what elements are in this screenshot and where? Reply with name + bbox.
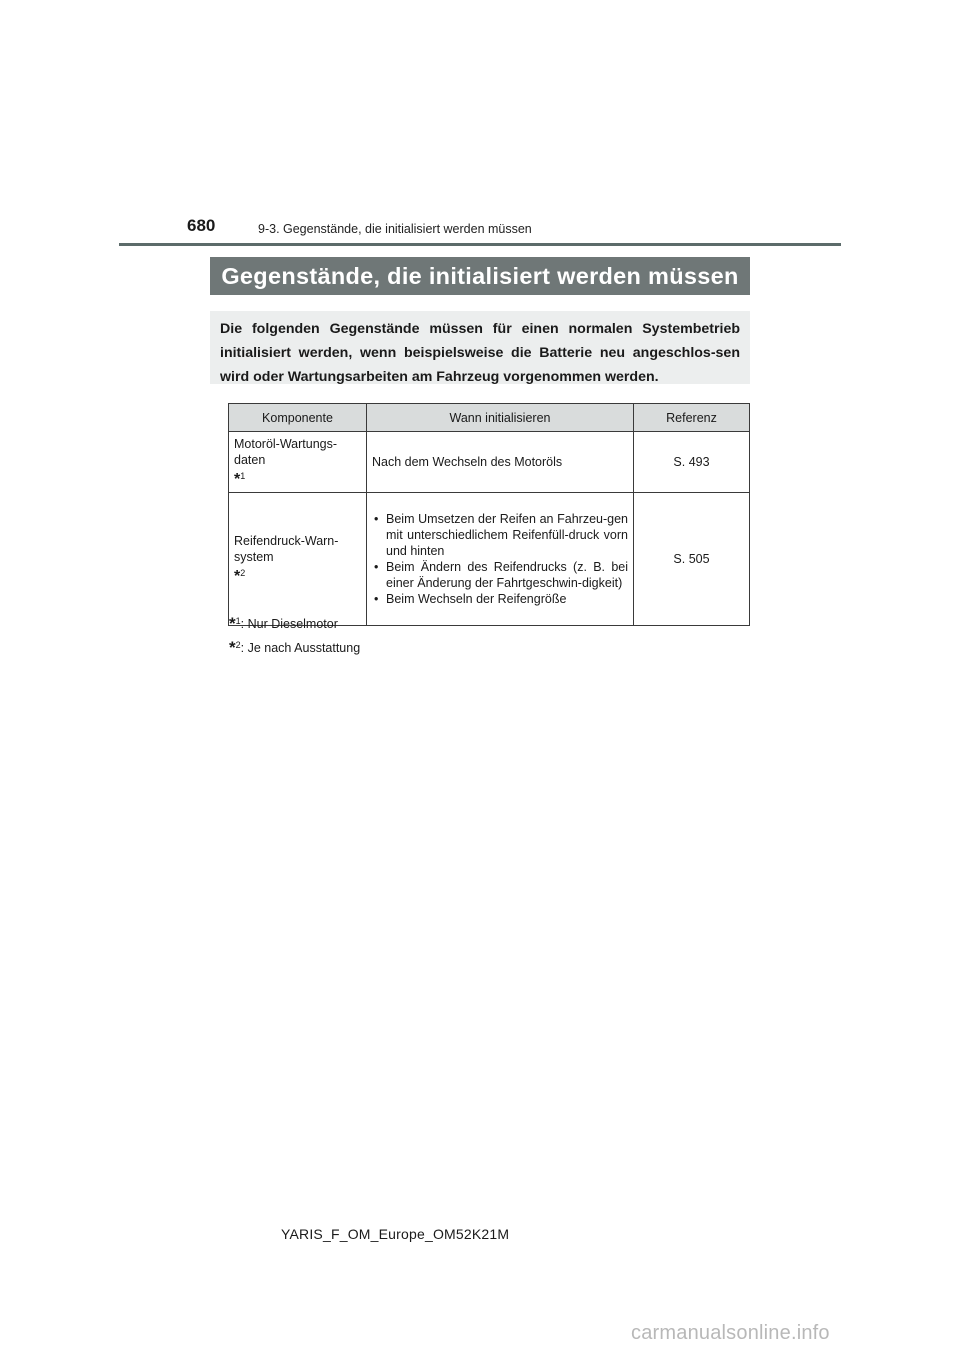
cell-component	[229, 493, 367, 626]
footnote-text: : Je nach Ausstattung	[240, 641, 361, 655]
watermark: carmanualsonline.info	[631, 1322, 830, 1344]
list-item: • Beim Ändern des Reifendrucks (z. B. bei einer Änderung der Fahrtgeschwin-digkeit)	[372, 559, 628, 591]
footnote-number: 1	[235, 616, 241, 626]
table-header-row	[229, 404, 750, 432]
document-id: YARIS_F_OM_Europe_OM52K21M	[281, 1226, 510, 1242]
section-title: Gegenstände, die initialisiert werden müssen	[210, 257, 750, 295]
cell-reference: S. 505	[634, 493, 750, 626]
footnote-number: 2	[235, 640, 241, 650]
footnote-mark: *	[234, 471, 241, 488]
footnote-2	[229, 638, 360, 658]
column-header-when: Wann initialisieren	[367, 404, 634, 432]
when-list	[372, 511, 628, 607]
list-item: • Beim Umsetzen der Reifen an Fahrzeu-gen mit unterschiedlichem Reifenfüll-druck vorn und hinten	[372, 511, 628, 559]
component-text: Motoröl-Wartungs-daten	[234, 437, 338, 467]
footnote-mark: *	[229, 614, 236, 633]
page-number: 680	[187, 216, 216, 235]
cell-component	[229, 432, 367, 493]
cell-when	[367, 493, 634, 626]
list-item: • Beim Wechseln der Reifengröße	[372, 591, 628, 607]
footnote-1	[229, 614, 338, 634]
table-row	[229, 432, 750, 493]
footnote-text: : Nur Dieselmotor	[240, 617, 338, 631]
footnote-mark: *	[229, 638, 236, 657]
initialization-table	[228, 403, 750, 626]
breadcrumb: 9-3. Gegenstände, die initialisiert werden müssen	[258, 222, 532, 236]
footnote-number: 2	[240, 568, 246, 578]
table-row	[229, 493, 750, 626]
cell-reference: S. 493	[634, 432, 750, 493]
header-rule	[119, 243, 841, 246]
column-header-component: Komponente	[229, 404, 367, 432]
intro-box: Die folgenden Gegenstände müssen für einen normalen Systembetrieb initialisiert werden, wenn beispielsweise die Batterie neu angeschlos-sen wird oder Wartungsarbeiten am Fahrzeug vorgenommen werden.	[210, 311, 750, 384]
footnote-number: 1	[240, 471, 246, 481]
cell-when: Nach dem Wechseln des Motoröls	[367, 432, 634, 493]
footnote-mark: *	[234, 568, 241, 585]
component-text: Reifendruck-Warn-system	[234, 534, 339, 564]
column-header-reference: Referenz	[634, 404, 750, 432]
